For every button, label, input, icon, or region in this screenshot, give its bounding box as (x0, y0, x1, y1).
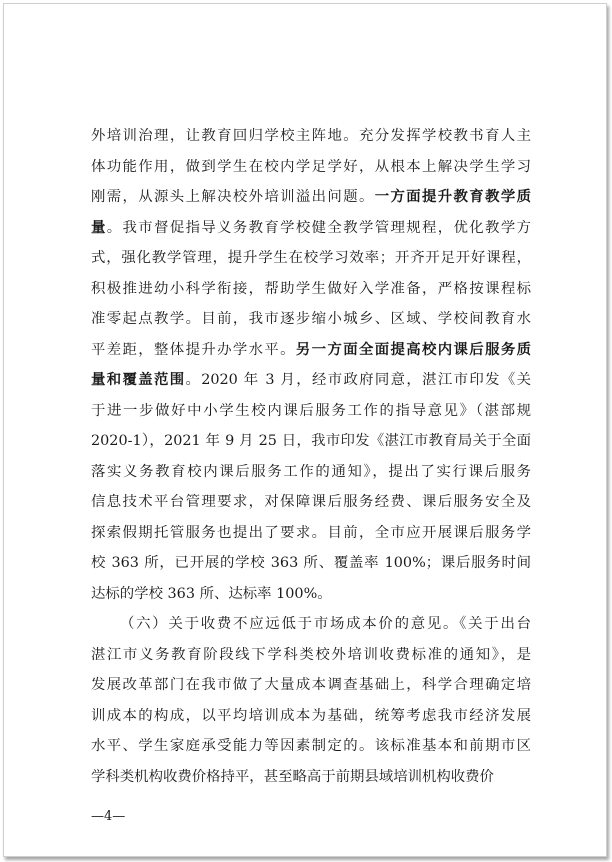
text-line (91, 518, 531, 549)
text-segment: 学科类机构收费价格持平，甚至略高于前期县域培训机构收费价 (91, 768, 494, 785)
bold-text-segment: 量和覆盖范围 (91, 371, 186, 388)
text-line (91, 609, 531, 640)
bold-text-segment: 量 (91, 218, 107, 236)
text-segment: 积极推进幼小科学衔接，帮助学生做好入学准备，严格按课程标 (91, 280, 531, 297)
text-segment: 准零起点教学。目前，我市逐步缩小城乡、区域、学校间教育水 (91, 311, 531, 327)
text-segment: 外培训治理，让教育回归学校主阵地。充分发挥学校教书育人主 (91, 128, 531, 144)
text-segment: 水平、学生家庭承受能力等因素制定的。该标准基本和前期市区 (91, 738, 531, 754)
text-line (91, 762, 531, 793)
text-line (91, 548, 531, 579)
text-line (91, 670, 531, 701)
text-segment: 发展改革部门在我市做了大量成本调查基础上，科学合理确定培 (91, 677, 531, 693)
text-segment: 落实义务教育校内课后服务工作的通知》，提出了实行课后服务 (91, 463, 531, 480)
document-body (91, 121, 531, 792)
text-segment: （六）关于收费不应远低于市场成本价的意见。《关于出台 (120, 616, 531, 632)
text-line (91, 365, 531, 396)
bold-text-segment: 一方面提升教育教学质 (374, 188, 531, 205)
text-segment: 信息技术平台管理要求，对保障课后服务经费、课后服务安全及 (91, 494, 531, 510)
document-page (3, 3, 607, 857)
text-line (91, 731, 531, 762)
page-number: —4— (91, 809, 126, 824)
text-segment: 达标的学校 363 所、达标率 100%。 (91, 585, 332, 602)
bold-text-segment: 另一方面全面提高校内课后服务质 (295, 340, 531, 358)
text-segment: 校 363 所，已开展的学校 363 所、覆盖率 100%；课后服务时间 (91, 555, 531, 571)
text-line (91, 213, 531, 244)
text-segment: 于进一步做好中小学生校内课后服务工作的指导意见》（湛部规 (91, 402, 531, 419)
text-line (91, 243, 531, 274)
text-segment: 平差距，整体提升办学水平。 (91, 341, 296, 358)
text-line (91, 579, 531, 610)
text-segment: 湛江市义务教育阶段线下学科类校外培训收费标准的通知》，是 (91, 646, 531, 663)
text-line (91, 152, 531, 183)
text-segment: 体功能作用，做到学生在校内学足学好，从根本上解决学生学习 (91, 158, 531, 175)
text-line (91, 701, 531, 732)
text-segment: 刚需，从源头上解决校外培训溢出问题。 (91, 189, 375, 205)
text-segment: 。我市督促指导义务教育学校健全教学管理规程，优化教学方 (106, 219, 531, 236)
text-segment: 2020-1），2021 年 9 月 25 日，我市印发《湛江市教育局关于全面 (91, 433, 531, 449)
text-line (91, 335, 531, 366)
text-segment: 探索假期托管服务也提出了要求。目前，全市应开展课后服务学 (91, 524, 531, 541)
text-line (91, 304, 531, 335)
paragraph (91, 121, 531, 609)
text-segment: 式，强化教学管理，提升学生在校学习效率；开齐开足开好课程， (91, 250, 531, 266)
text-segment: 。2020 年 3 月，经市政府同意，湛江市印发《关 (185, 372, 531, 388)
text-line (91, 274, 531, 305)
text-line (91, 426, 531, 457)
text-line (91, 457, 531, 488)
text-line (91, 121, 531, 152)
text-line (91, 640, 531, 671)
text-line (91, 182, 531, 213)
text-line (91, 396, 531, 427)
text-line (91, 487, 531, 518)
text-segment: 训成本的构成，以平均培训成本为基础，统筹考虑我市经济发展 (91, 707, 531, 724)
paragraph (91, 609, 531, 792)
